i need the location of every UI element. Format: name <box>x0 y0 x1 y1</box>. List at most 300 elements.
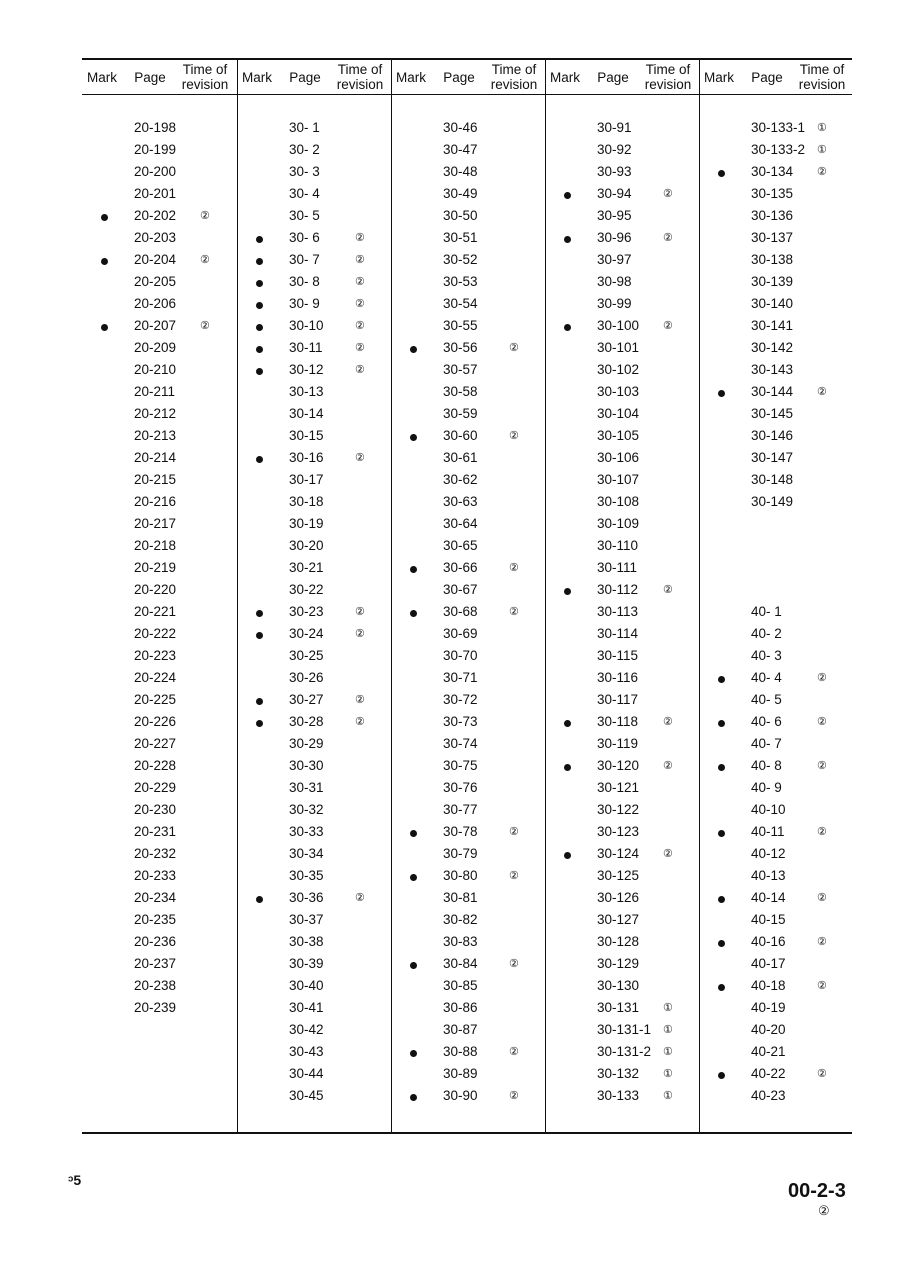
page-number: 40-17 <box>751 956 786 971</box>
page-number: 40-10 <box>751 802 786 817</box>
page-number: 30-34 <box>289 846 324 861</box>
revision-number: ① <box>663 1024 673 1036</box>
header-time-line2: revision <box>644 77 692 92</box>
revision-number: ② <box>355 320 365 332</box>
page-number: 30-37 <box>289 912 324 927</box>
revision-mark-dot-icon <box>564 852 571 859</box>
header-time-line2: revision <box>798 77 846 92</box>
header-page: Page <box>134 70 166 85</box>
page-number: 30-71 <box>443 670 478 685</box>
revision-number: ② <box>200 254 210 266</box>
page-number: 30-95 <box>597 208 632 223</box>
page-number: 20-220 <box>134 582 177 597</box>
page-number: 30-82 <box>443 912 478 927</box>
page-number: 20-233 <box>134 868 177 883</box>
page-number: 20-235 <box>134 912 177 927</box>
page-number: 20-207 <box>134 318 177 333</box>
revision-number: ② <box>200 210 210 222</box>
revision-number: ① <box>663 1002 673 1014</box>
page-number: 30-39 <box>289 956 324 971</box>
revision-mark-dot-icon <box>410 610 417 617</box>
page-number: 40-18 <box>751 978 786 993</box>
page-number: 30-104 <box>597 406 640 421</box>
revision-mark-dot-icon <box>101 324 108 331</box>
page-number: 30-17 <box>289 472 324 487</box>
page-number: 30-77 <box>443 802 478 817</box>
page-number: 30-47 <box>443 142 478 157</box>
revision-mark-dot-icon <box>410 962 417 969</box>
revision-number: ② <box>509 562 519 574</box>
page-number: 30-48 <box>443 164 478 179</box>
revision-mark-dot-icon <box>410 566 417 573</box>
header-time-of-revision <box>638 62 698 92</box>
header-time-of-revision <box>330 62 390 92</box>
page-number: 30-100 <box>597 318 640 333</box>
revision-mark-dot-icon <box>718 676 725 683</box>
page-number: 30-132 <box>597 1066 640 1081</box>
page-number: 20-221 <box>134 604 177 619</box>
header-page: Page <box>597 70 629 85</box>
page-number: 30-80 <box>443 868 478 883</box>
page-number: 30-144 <box>751 384 794 399</box>
revision-mark-dot-icon <box>410 346 417 353</box>
revision-number: ② <box>355 716 365 728</box>
page-number: 20-232 <box>134 846 177 861</box>
page-number: 30-73 <box>443 714 478 729</box>
page-number: 20-215 <box>134 472 177 487</box>
page-number: 30-93 <box>597 164 632 179</box>
header-mark: Mark <box>550 70 580 85</box>
page-number: 20-212 <box>134 406 177 421</box>
header-time-of-revision <box>792 62 852 92</box>
page-number: 20-236 <box>134 934 177 949</box>
revision-number: ② <box>509 1090 519 1102</box>
page-number: 40- 9 <box>751 780 782 795</box>
revision-number: ② <box>817 826 827 838</box>
page-number: 30-89 <box>443 1066 478 1081</box>
page-number: 20-203 <box>134 230 177 245</box>
column-divider <box>545 58 546 1134</box>
revision-mark-dot-icon <box>256 302 263 309</box>
revision-mark-dot-icon <box>718 940 725 947</box>
page-number: 30-120 <box>597 758 640 773</box>
page-number: 30-105 <box>597 428 640 443</box>
page-number: 20-222 <box>134 626 177 641</box>
revision-mark-dot-icon <box>256 610 263 617</box>
page-number: 20-224 <box>134 670 177 685</box>
header-mark: Mark <box>242 70 272 85</box>
page-number: 30-145 <box>751 406 794 421</box>
revision-mark-dot-icon <box>564 720 571 727</box>
header-time-line1: Time of <box>799 62 845 77</box>
page-number: 30-99 <box>597 296 632 311</box>
revision-number: ② <box>509 1046 519 1058</box>
page-number: 30-38 <box>289 934 324 949</box>
revision-number: ② <box>817 672 827 684</box>
page-number: 30-79 <box>443 846 478 861</box>
page-number: 30-55 <box>443 318 478 333</box>
page-number: 40-23 <box>751 1088 786 1103</box>
page-number: 30-140 <box>751 296 794 311</box>
page-number: 30-86 <box>443 1000 478 1015</box>
revision-number: ② <box>355 364 365 376</box>
revision-number: ② <box>355 254 365 266</box>
revision-number: ② <box>355 452 365 464</box>
page-number: 30-133-2 <box>751 142 806 157</box>
revision-mark-dot-icon <box>718 170 725 177</box>
page-number: 40- 6 <box>751 714 782 729</box>
page-number: 30-56 <box>443 340 478 355</box>
page-number: 30-27 <box>289 692 324 707</box>
page-number: 20-239 <box>134 1000 177 1015</box>
page-number: 30-12 <box>289 362 324 377</box>
page-number: 20-211 <box>134 384 176 399</box>
page-number: 30-35 <box>289 868 324 883</box>
column-divider <box>699 58 700 1134</box>
page-number: 20-209 <box>134 340 177 355</box>
revision-number: ② <box>663 716 673 728</box>
revision-number: ② <box>817 166 827 178</box>
page-number: 20-230 <box>134 802 177 817</box>
column-divider <box>391 58 392 1134</box>
page-number: 30-21 <box>289 560 324 575</box>
page-number: 30-118 <box>597 714 639 729</box>
page-number: 20-237 <box>134 956 177 971</box>
revision-number: ② <box>817 386 827 398</box>
page-number: 30- 9 <box>289 296 320 311</box>
page-number: 30-15 <box>289 428 324 443</box>
revision-mark-dot-icon <box>564 192 571 199</box>
page-number: 30-78 <box>443 824 478 839</box>
page-number: 30-102 <box>597 362 640 377</box>
footer-left-code: ᵓ5 <box>68 1172 82 1188</box>
page-number: 20-206 <box>134 296 177 311</box>
revision-mark-dot-icon <box>256 346 263 353</box>
bottom-rule <box>82 1132 852 1134</box>
page-number: 30-40 <box>289 978 324 993</box>
page-number: 40- 2 <box>751 626 782 641</box>
page-number: 30-131-2 <box>597 1044 652 1059</box>
page-number: 30-110 <box>597 538 639 553</box>
header-rule <box>82 94 852 95</box>
footer-page-revision: ② <box>818 1203 830 1218</box>
revision-number: ② <box>355 628 365 640</box>
page-number: 30-124 <box>597 846 640 861</box>
page-number: 20-202 <box>134 208 177 223</box>
page-number: 40-21 <box>751 1044 786 1059</box>
page-number: 30-69 <box>443 626 478 641</box>
footer-page-code: 00-2-3 <box>788 1180 846 1202</box>
page-number: 20-205 <box>134 274 177 289</box>
page-number: 30-52 <box>443 252 478 267</box>
revision-mark-dot-icon <box>718 720 725 727</box>
revision-number: ② <box>817 892 827 904</box>
header-mark: Mark <box>87 70 117 85</box>
page-number: 30-90 <box>443 1088 478 1103</box>
page-number: 40-20 <box>751 1022 786 1037</box>
page-number: 30-114 <box>597 626 639 641</box>
page-number: 30-13 <box>289 384 324 399</box>
revision-number: ② <box>663 584 673 596</box>
revision-mark-dot-icon <box>564 764 571 771</box>
page-number: 30-19 <box>289 516 324 531</box>
page-number: 30-63 <box>443 494 478 509</box>
page-number: 20-204 <box>134 252 177 267</box>
page-number: 30-119 <box>597 736 639 751</box>
page-number: 30-33 <box>289 824 324 839</box>
page-number: 30-111 <box>597 560 638 575</box>
revision-number: ② <box>817 1068 827 1080</box>
revision-number: ② <box>817 760 827 772</box>
page-number: 30-122 <box>597 802 640 817</box>
page-number: 30-133-1 <box>751 120 806 135</box>
page-number: 20-238 <box>134 978 177 993</box>
header-page: Page <box>289 70 321 85</box>
page-number: 30-49 <box>443 186 478 201</box>
revision-mark-dot-icon <box>718 984 725 991</box>
page-number: 20-198 <box>134 120 177 135</box>
page-number: 20-213 <box>134 428 177 443</box>
revision-mark-dot-icon <box>410 434 417 441</box>
header-mark: Mark <box>704 70 734 85</box>
page-number: 40-16 <box>751 934 786 949</box>
header-time-line1: Time of <box>491 62 537 77</box>
page-number: 30-22 <box>289 582 324 597</box>
revision-number: ② <box>355 298 365 310</box>
page-number: 30- 6 <box>289 230 320 245</box>
page-number: 20-216 <box>134 494 177 509</box>
revision-mark-dot-icon <box>410 1050 417 1057</box>
page-number: 30-32 <box>289 802 324 817</box>
revision-mark-dot-icon <box>256 632 263 639</box>
header-time-line2: revision <box>490 77 538 92</box>
page-number: 30-30 <box>289 758 324 773</box>
page-number: 30-25 <box>289 648 324 663</box>
page-number: 30-107 <box>597 472 640 487</box>
page-number: 30-139 <box>751 274 794 289</box>
revision-number: ② <box>200 320 210 332</box>
revision-mark-dot-icon <box>410 874 417 881</box>
revision-mark-dot-icon <box>256 720 263 727</box>
revision-mark-dot-icon <box>256 368 263 375</box>
page-number: 30-97 <box>597 252 632 267</box>
page-number: 30-50 <box>443 208 478 223</box>
revision-number: ② <box>509 826 519 838</box>
page-number: 30- 8 <box>289 274 320 289</box>
page-number: 40- 1 <box>751 604 782 619</box>
page-number: 30-45 <box>289 1088 324 1103</box>
revision-number: ② <box>355 276 365 288</box>
column-divider <box>237 58 238 1134</box>
page-number: 30-113 <box>597 604 639 619</box>
page-number: 40-22 <box>751 1066 786 1081</box>
page-number: 30-143 <box>751 362 794 377</box>
revision-number: ① <box>663 1068 673 1080</box>
page-number: 20-210 <box>134 362 177 377</box>
revision-number: ① <box>663 1090 673 1102</box>
page-number: 30-142 <box>751 340 794 355</box>
page-number: 40-19 <box>751 1000 786 1015</box>
revision-mark-dot-icon <box>718 764 725 771</box>
page-number: 30-85 <box>443 978 478 993</box>
page-number: 30- 1 <box>289 120 320 135</box>
page-number: 40- 3 <box>751 648 782 663</box>
revision-mark-dot-icon <box>564 324 571 331</box>
page-number: 40-11 <box>751 824 785 839</box>
page-number: 40-13 <box>751 868 786 883</box>
revision-number: ② <box>663 760 673 772</box>
revision-mark-dot-icon <box>256 698 263 705</box>
page-number: 30-130 <box>597 978 640 993</box>
page-number: 30-31 <box>289 780 324 795</box>
page-number: 30-20 <box>289 538 324 553</box>
page-number: 30-91 <box>597 120 632 135</box>
page-number: 30-11 <box>289 340 323 355</box>
header-page: Page <box>443 70 475 85</box>
page-number: 20-226 <box>134 714 177 729</box>
page-number: 30-41 <box>289 1000 324 1015</box>
page-number: 30-88 <box>443 1044 478 1059</box>
page-number: 30-65 <box>443 538 478 553</box>
page-number: 20-228 <box>134 758 177 773</box>
header-time-line1: Time of <box>337 62 383 77</box>
page-number: 30-126 <box>597 890 640 905</box>
page-number: 30- 2 <box>289 142 320 157</box>
page-number: 30- 7 <box>289 252 320 267</box>
page-number: 30-44 <box>289 1066 324 1081</box>
revision-number: ② <box>355 232 365 244</box>
page-number: 30-94 <box>597 186 632 201</box>
page-number: 20-227 <box>134 736 177 751</box>
revision-mark-dot-icon <box>256 280 263 287</box>
revision-mark-dot-icon <box>718 830 725 837</box>
page-number: 30-14 <box>289 406 324 421</box>
page-number: 30-70 <box>443 648 478 663</box>
page-number: 30-129 <box>597 956 640 971</box>
page-number: 30-54 <box>443 296 478 311</box>
page-number: 30-57 <box>443 362 478 377</box>
page-number: 20-214 <box>134 450 177 465</box>
page-number: 30-125 <box>597 868 640 883</box>
revision-number: ② <box>663 848 673 860</box>
page-number: 40- 7 <box>751 736 782 751</box>
page-number: 30-96 <box>597 230 632 245</box>
page-number: 30-106 <box>597 450 640 465</box>
page-number: 30-148 <box>751 472 794 487</box>
revision-number: ② <box>817 936 827 948</box>
page-number: 30-36 <box>289 890 324 905</box>
revision-mark-dot-icon <box>564 588 571 595</box>
page-number: 30-81 <box>443 890 478 905</box>
page-number: 40- 5 <box>751 692 782 707</box>
page-number: 40- 8 <box>751 758 782 773</box>
page-number: 30-43 <box>289 1044 324 1059</box>
page-number: 30-101 <box>597 340 640 355</box>
page-number: 30-59 <box>443 406 478 421</box>
page-number: 30-67 <box>443 582 478 597</box>
revision-number: ① <box>817 144 827 156</box>
page-number: 30-136 <box>751 208 794 223</box>
revision-number: ② <box>663 232 673 244</box>
page-number: 30-121 <box>597 780 640 795</box>
revision-number: ② <box>509 958 519 970</box>
revision-mark-dot-icon <box>718 390 725 397</box>
page-number: 30-75 <box>443 758 478 773</box>
revision-number: ② <box>355 694 365 706</box>
page-number: 30-128 <box>597 934 640 949</box>
revision-number: ② <box>355 342 365 354</box>
revision-mark-dot-icon <box>256 258 263 265</box>
page-number: 30- 5 <box>289 208 320 223</box>
page-number: 30-109 <box>597 516 640 531</box>
page-number: 30-98 <box>597 274 632 289</box>
header-time-of-revision <box>484 62 544 92</box>
page-number: 20-218 <box>134 538 177 553</box>
revision-mark-dot-icon <box>718 1072 725 1079</box>
page-number: 30-87 <box>443 1022 478 1037</box>
page-number: 30-68 <box>443 604 478 619</box>
revision-mark-dot-icon <box>256 324 263 331</box>
header-time-line1: Time of <box>645 62 691 77</box>
page-number: 30-51 <box>443 230 478 245</box>
page-number: 30-76 <box>443 780 478 795</box>
page-number: 30-137 <box>751 230 794 245</box>
page-number: 30-62 <box>443 472 478 487</box>
page-number: 30-117 <box>597 692 639 707</box>
page-number: 20-225 <box>134 692 177 707</box>
revision-mark-dot-icon <box>410 830 417 837</box>
page-number: 20-200 <box>134 164 177 179</box>
page-number: 30-112 <box>597 582 639 597</box>
header-time-line2: revision <box>336 77 384 92</box>
header-mark: Mark <box>396 70 426 85</box>
revision-number: ① <box>663 1046 673 1058</box>
page-number: 30-26 <box>289 670 324 685</box>
page-number: 40- 4 <box>751 670 782 685</box>
page-number: 30-16 <box>289 450 324 465</box>
page-number: 30-83 <box>443 934 478 949</box>
page-number: 30-10 <box>289 318 324 333</box>
revision-number: ② <box>817 716 827 728</box>
page-number: 40-12 <box>751 846 786 861</box>
page-number: 30-131-1 <box>597 1022 652 1037</box>
revision-mark-dot-icon <box>718 896 725 903</box>
page-number: 20-234 <box>134 890 177 905</box>
revision-mark-dot-icon <box>256 456 263 463</box>
revision-number: ② <box>663 188 673 200</box>
revision-mark-dot-icon <box>564 236 571 243</box>
page-number: 30- 4 <box>289 186 320 201</box>
page-number: 20-199 <box>134 142 177 157</box>
page-number: 20-229 <box>134 780 177 795</box>
page-number: 30-115 <box>597 648 639 663</box>
revision-mark-dot-icon <box>256 236 263 243</box>
page-number: 30-53 <box>443 274 478 289</box>
revision-number: ② <box>817 980 827 992</box>
page-number: 30-18 <box>289 494 324 509</box>
revision-number: ② <box>663 320 673 332</box>
page-number: 30-108 <box>597 494 640 509</box>
page-number: 30-103 <box>597 384 640 399</box>
page-number: 30-116 <box>597 670 639 685</box>
page-number: 30-92 <box>597 142 632 157</box>
header-page: Page <box>751 70 783 85</box>
revision-mark-dot-icon <box>410 1094 417 1101</box>
page-number: 30-146 <box>751 428 794 443</box>
header-time-line2: revision <box>181 77 229 92</box>
page-number: 30-141 <box>751 318 794 333</box>
page-number: 30-64 <box>443 516 478 531</box>
